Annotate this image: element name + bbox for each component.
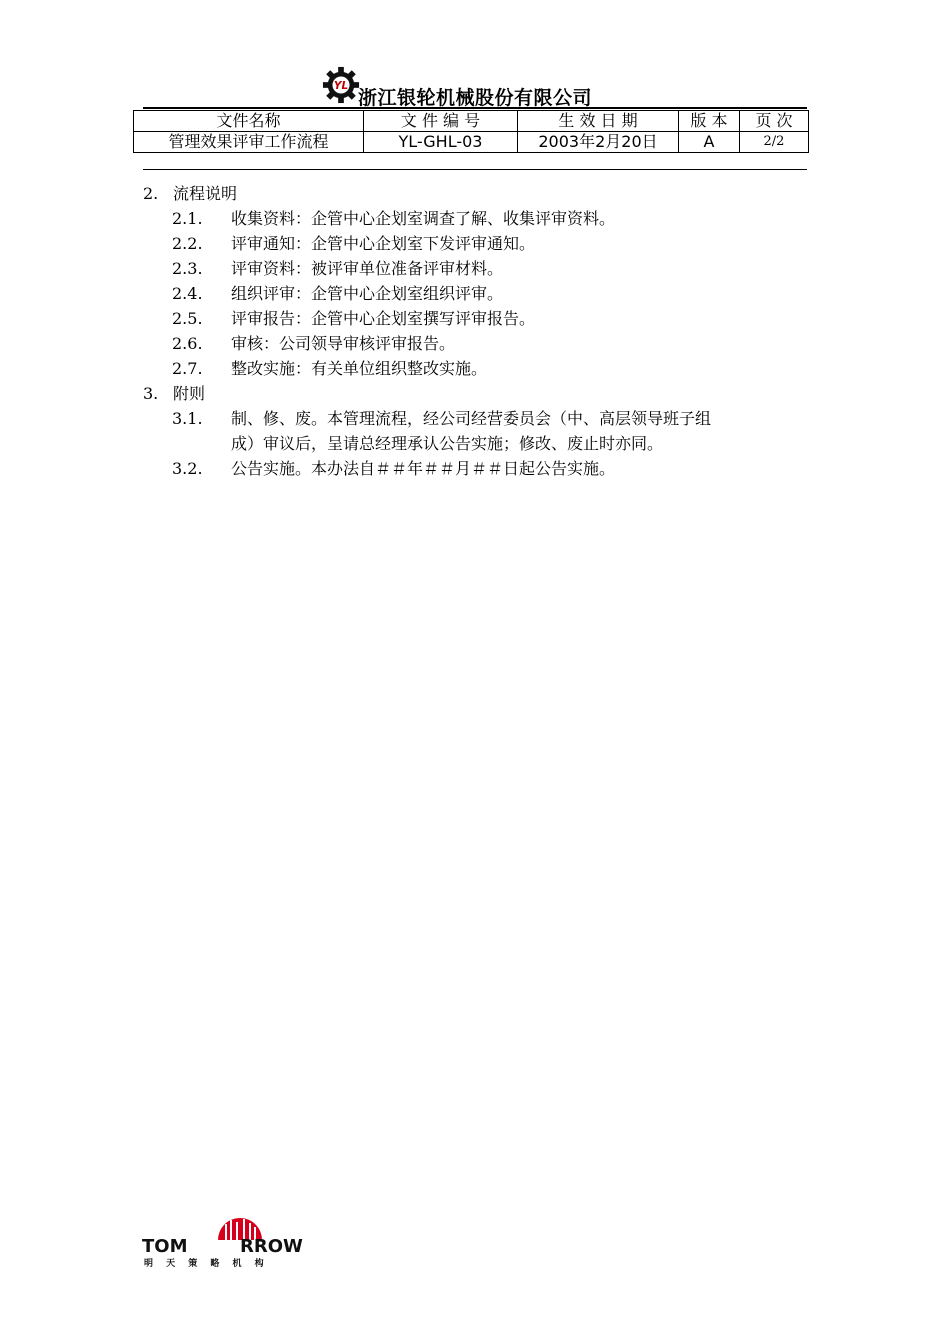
item-text: 公告实施。本办法自＃＃年＃＃月＃＃日起公告实施。 <box>231 459 616 478</box>
header-effective-date: 生 效 日 期 <box>518 111 679 132</box>
value-file-number: YL-GHL-03 <box>364 132 518 153</box>
company-name: 浙江银轮机械股份有限公司 <box>358 87 593 109</box>
value-page: 2/2 <box>740 132 809 153</box>
logo-subtitle: 明 天 策 略 机 构 <box>144 1259 269 1269</box>
item-number: 2.5. <box>172 309 203 328</box>
header-rule <box>143 107 807 109</box>
item-text: 评审报告：企管中心企划室撰写评审报告。 <box>231 309 536 328</box>
item-text: 评审资料：被评审单位准备评审材料。 <box>231 259 504 278</box>
header-page: 页 次 <box>740 111 809 132</box>
item-text: 整改实施：有关单位组织整改实施。 <box>231 359 488 378</box>
item-number: 2.3. <box>172 259 203 278</box>
item-text: 评审通知：企管中心企划室下发评审通知。 <box>231 234 536 253</box>
section-title: 流程说明 <box>173 184 238 203</box>
section-title: 附则 <box>173 384 206 403</box>
item-text: 组织评审：企管中心企划室组织评审。 <box>231 284 504 303</box>
section-number: 3. <box>143 384 159 403</box>
header-file-number: 文 件 编 号 <box>364 111 518 132</box>
header-file-name: 文件名称 <box>134 111 364 132</box>
logo-word-left: TOM <box>142 1236 188 1257</box>
table-bottom-rule <box>143 169 807 170</box>
item-number: 2.4. <box>172 284 203 303</box>
logo-word-right: RROW <box>240 1236 303 1257</box>
section-number: 2. <box>143 184 159 203</box>
item-number: 3.1. <box>172 409 203 428</box>
document-info-table <box>133 110 809 153</box>
logo-mark: YL <box>333 79 349 92</box>
item-number: 2.6. <box>172 334 203 353</box>
item-text-continued: 成）审议后，呈请总经理承认公告实施；修改、废止时亦同。 <box>231 434 664 453</box>
header-version: 版 本 <box>679 111 740 132</box>
info-value-row <box>134 132 809 153</box>
item-number: 2.1. <box>172 209 203 228</box>
item-text: 收集资料：企管中心企划室调查了解、收集评审资料。 <box>231 209 616 228</box>
value-file-name: 管理效果评审工作流程 <box>134 132 364 153</box>
item-text: 制、修、废。本管理流程，经公司经营委员会（中、高层领导班子组 <box>231 409 712 428</box>
value-version: A <box>679 132 740 153</box>
item-number: 2.7. <box>172 359 203 378</box>
value-effective-date: 2003年2月20日 <box>518 132 679 153</box>
item-text: 审核：公司领导审核评审报告。 <box>231 334 456 353</box>
company-header <box>0 66 950 110</box>
tomorrow-logo-icon <box>140 1210 305 1270</box>
info-header-row <box>134 111 809 132</box>
item-number: 3.2. <box>172 459 203 478</box>
item-number: 2.2. <box>172 234 203 253</box>
gear-logo-icon <box>322 66 360 104</box>
